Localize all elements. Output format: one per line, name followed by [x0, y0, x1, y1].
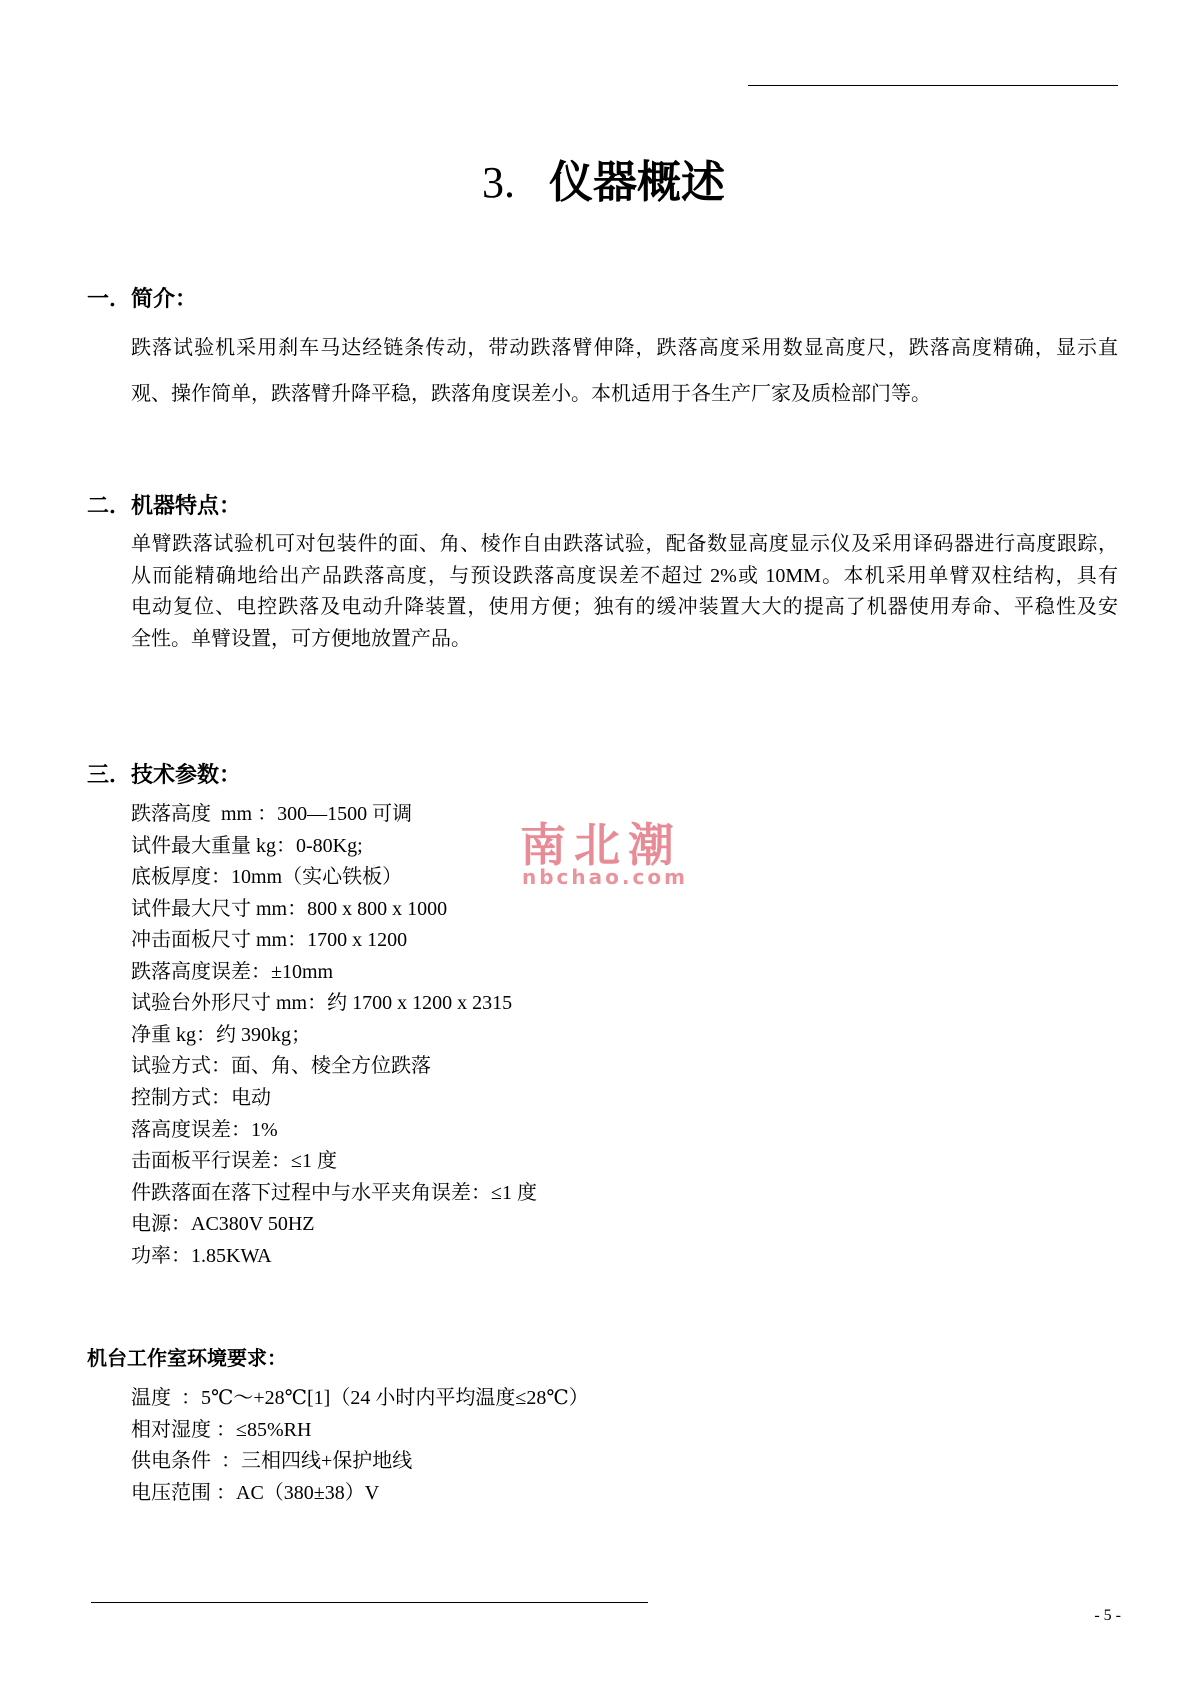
spec-item: 件跌落面在落下过程中与水平夹角误差：≤1 度 — [131, 1182, 537, 1204]
spec-item: 底板厚度：10mm（实心铁板） — [131, 866, 403, 888]
spec-item: 试验台外形尺寸 mm：约 1700 x 1200 x 2315 — [131, 992, 513, 1014]
title-number: 3. — [482, 158, 515, 207]
title-text: 仪器概述 — [549, 158, 725, 207]
environment-item: 供电条件 ：三相四线+保护地线 — [131, 1450, 413, 1472]
environment-item: 温度 ：5℃～+28℃[1]（24 小时内平均温度≤28℃） — [131, 1387, 589, 1409]
spec-item: 试验方式：面、角、棱全方位跌落 — [131, 1055, 431, 1077]
spec-item: 试件最大重量 kg：0-80Kg; — [131, 835, 363, 857]
spec-item: 击面板平行误差：≤1 度 — [131, 1150, 337, 1172]
page-title — [482, 159, 725, 207]
intro-paragraph-line: 跌落试验机采用刹车马达经链条传动，带动跌落臂伸降，跌落高度采用数显高度尺，跌落高度精确，显示直 — [131, 337, 1118, 359]
spec-item: 控制方式：电动 — [131, 1087, 271, 1109]
page-number: - 5 - — [1094, 1607, 1121, 1624]
footer-rule — [91, 1602, 648, 1603]
spec-item: 跌落高度 mm ：300—1500 可调 — [131, 803, 413, 825]
header-rule — [748, 85, 1118, 86]
spec-item: 跌落高度误差：±10mm — [131, 961, 334, 983]
features-paragraph-line: 单臂跌落试验机可对包装件的面、角、棱作自由跌落试验，配备数显高度显示仪及采用译码器进行高度跟踪， — [131, 533, 1118, 555]
environment-item: 电压范围 ：AC（380±38）V — [131, 1482, 380, 1504]
intro-paragraph-line: 观、操作简单，跌落臂升降平稳，跌落角度误差小。本机适用于各生产厂家及质检部门等。 — [131, 383, 931, 405]
watermark-domain: nbchao.com — [522, 865, 688, 889]
spec-item: 冲击面板尺寸 mm：1700 x 1200 — [131, 929, 408, 951]
environment-item: 相对湿度 ：≤85%RH — [131, 1419, 312, 1441]
features-paragraph-line: 电动复位、电控跌落及电动升降装置，使用方便；独有的缓冲装置大大的提高了机器使用寿命、平稳性及安 — [131, 596, 1118, 618]
spec-item: 净重 kg：约 390kg； — [131, 1024, 311, 1046]
spec-item: 功率：1.85KWA — [131, 1245, 272, 1267]
section-heading-intro: 一．简介： — [87, 286, 198, 311]
features-paragraph-line: 全性。单臂设置，可方便地放置产品。 — [131, 628, 471, 650]
spec-item: 电源：AC380V 50HZ — [131, 1213, 315, 1235]
spec-item: 试件最大尺寸 mm：800 x 800 x 1000 — [131, 898, 448, 920]
features-paragraph-line: 从而能精确地给出产品跌落高度，与预设跌落高度误差不超过 2%或 10MM。本机采用单臂双柱结构，具有 — [131, 565, 1118, 587]
section-heading-environment: 机台工作室环境要求： — [87, 1348, 287, 1370]
section-heading-features: 二．机器特点： — [87, 493, 242, 518]
section-heading-specs: 三．技术参数： — [87, 762, 242, 787]
watermark-logo-text: 南北潮 — [520, 820, 682, 871]
spec-item: 落高度误差：1% — [131, 1119, 278, 1141]
